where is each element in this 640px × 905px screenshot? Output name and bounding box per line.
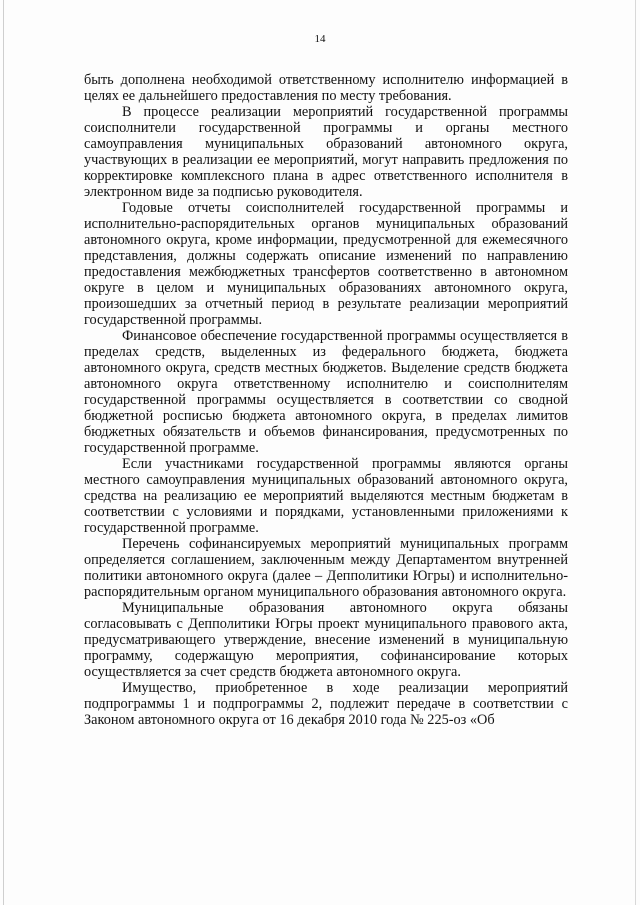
- paragraph-property-transfer: Имущество, приобретенное в ходе реализации мероприятий подпрограммы 1 и подпрограммы 2, подлежит передаче в соответствии с Законом автономного округа от 16 декабря 2010 года № 225-оз «Об: [84, 680, 568, 728]
- paragraph-annual-reports: Годовые отчеты соисполнителей государственной программы и исполнительно-распорядительных органов муниципальных образований автономного округа, кроме информации, предусмотренной для ежемесячного представления, должны содержать описание изменений по направлению предоставления межбюджетных трансфертов соответственно в автономном округе в целом и муниципальных образованиях автономного округа, произошедших за отчетный период в результате реализации мероприятий государственной программы.: [84, 200, 568, 328]
- paragraph-financing: Финансовое обеспечение государственной программы осуществляется в пределах средств, выделенных из федерального бюджета, бюджета автономного округа, средств местных бюджетов. Выделение средств бюджета автономного округа ответственному исполнителю и соисполнителям государственной программы осуществляется в соответствии со сводной бюджетной росписью бюджета автономного округа, в пределах лимитов бюджетных обязательств и объемов финансирования, предусмотренных по государственной программе.: [84, 328, 568, 456]
- paragraph-local-bodies: Если участниками государственной программы являются органы местного самоуправления муниципальных образований автономного округа, средства на реализацию ее мероприятий выделяются местным бюджетам в соответствии с условиями и порядками, установленными приложениями к государственной программе.: [84, 456, 568, 536]
- paragraph-municipal-approval: Муниципальные образования автономного округа обязаны согласовывать с Депполитики Югры проект муниципального правового акта, предусматривающего утверждение, внесение изменений в муниципальную программу, содержащую мероприятия, софинансирование которых осуществляется за счет средств бюджета автономного округа.: [84, 600, 568, 680]
- paragraph-proposals: В процессе реализации мероприятий государственной программы соисполнители государственной программы и органы местного самоуправления муниципальных образований автономного округа, участвующих в реализации ее мероприятий, могут направить предложения по корректировке комплексного плана в адрес ответственного исполнителя в электронном виде за подписью руководителя.: [84, 104, 568, 200]
- page-number: 14: [314, 33, 326, 45]
- paragraph-continuation: быть дополнена необходимой ответственному исполнителю информацией в целях ее дальнейшего предоставления по месту требования.: [84, 72, 568, 104]
- paragraph-cofinanced-list: Перечень софинансируемых мероприятий муниципальных программ определяется соглашением, заключенным между Департаментом внутренней политики автономного округа (далее – Депполитики Югры) и исполнительно-распорядительным органом муниципального образования автономного округа.: [84, 536, 568, 600]
- page-edge-right: [635, 0, 636, 905]
- page-edge-left: [3, 0, 4, 905]
- document-body: [84, 72, 568, 728]
